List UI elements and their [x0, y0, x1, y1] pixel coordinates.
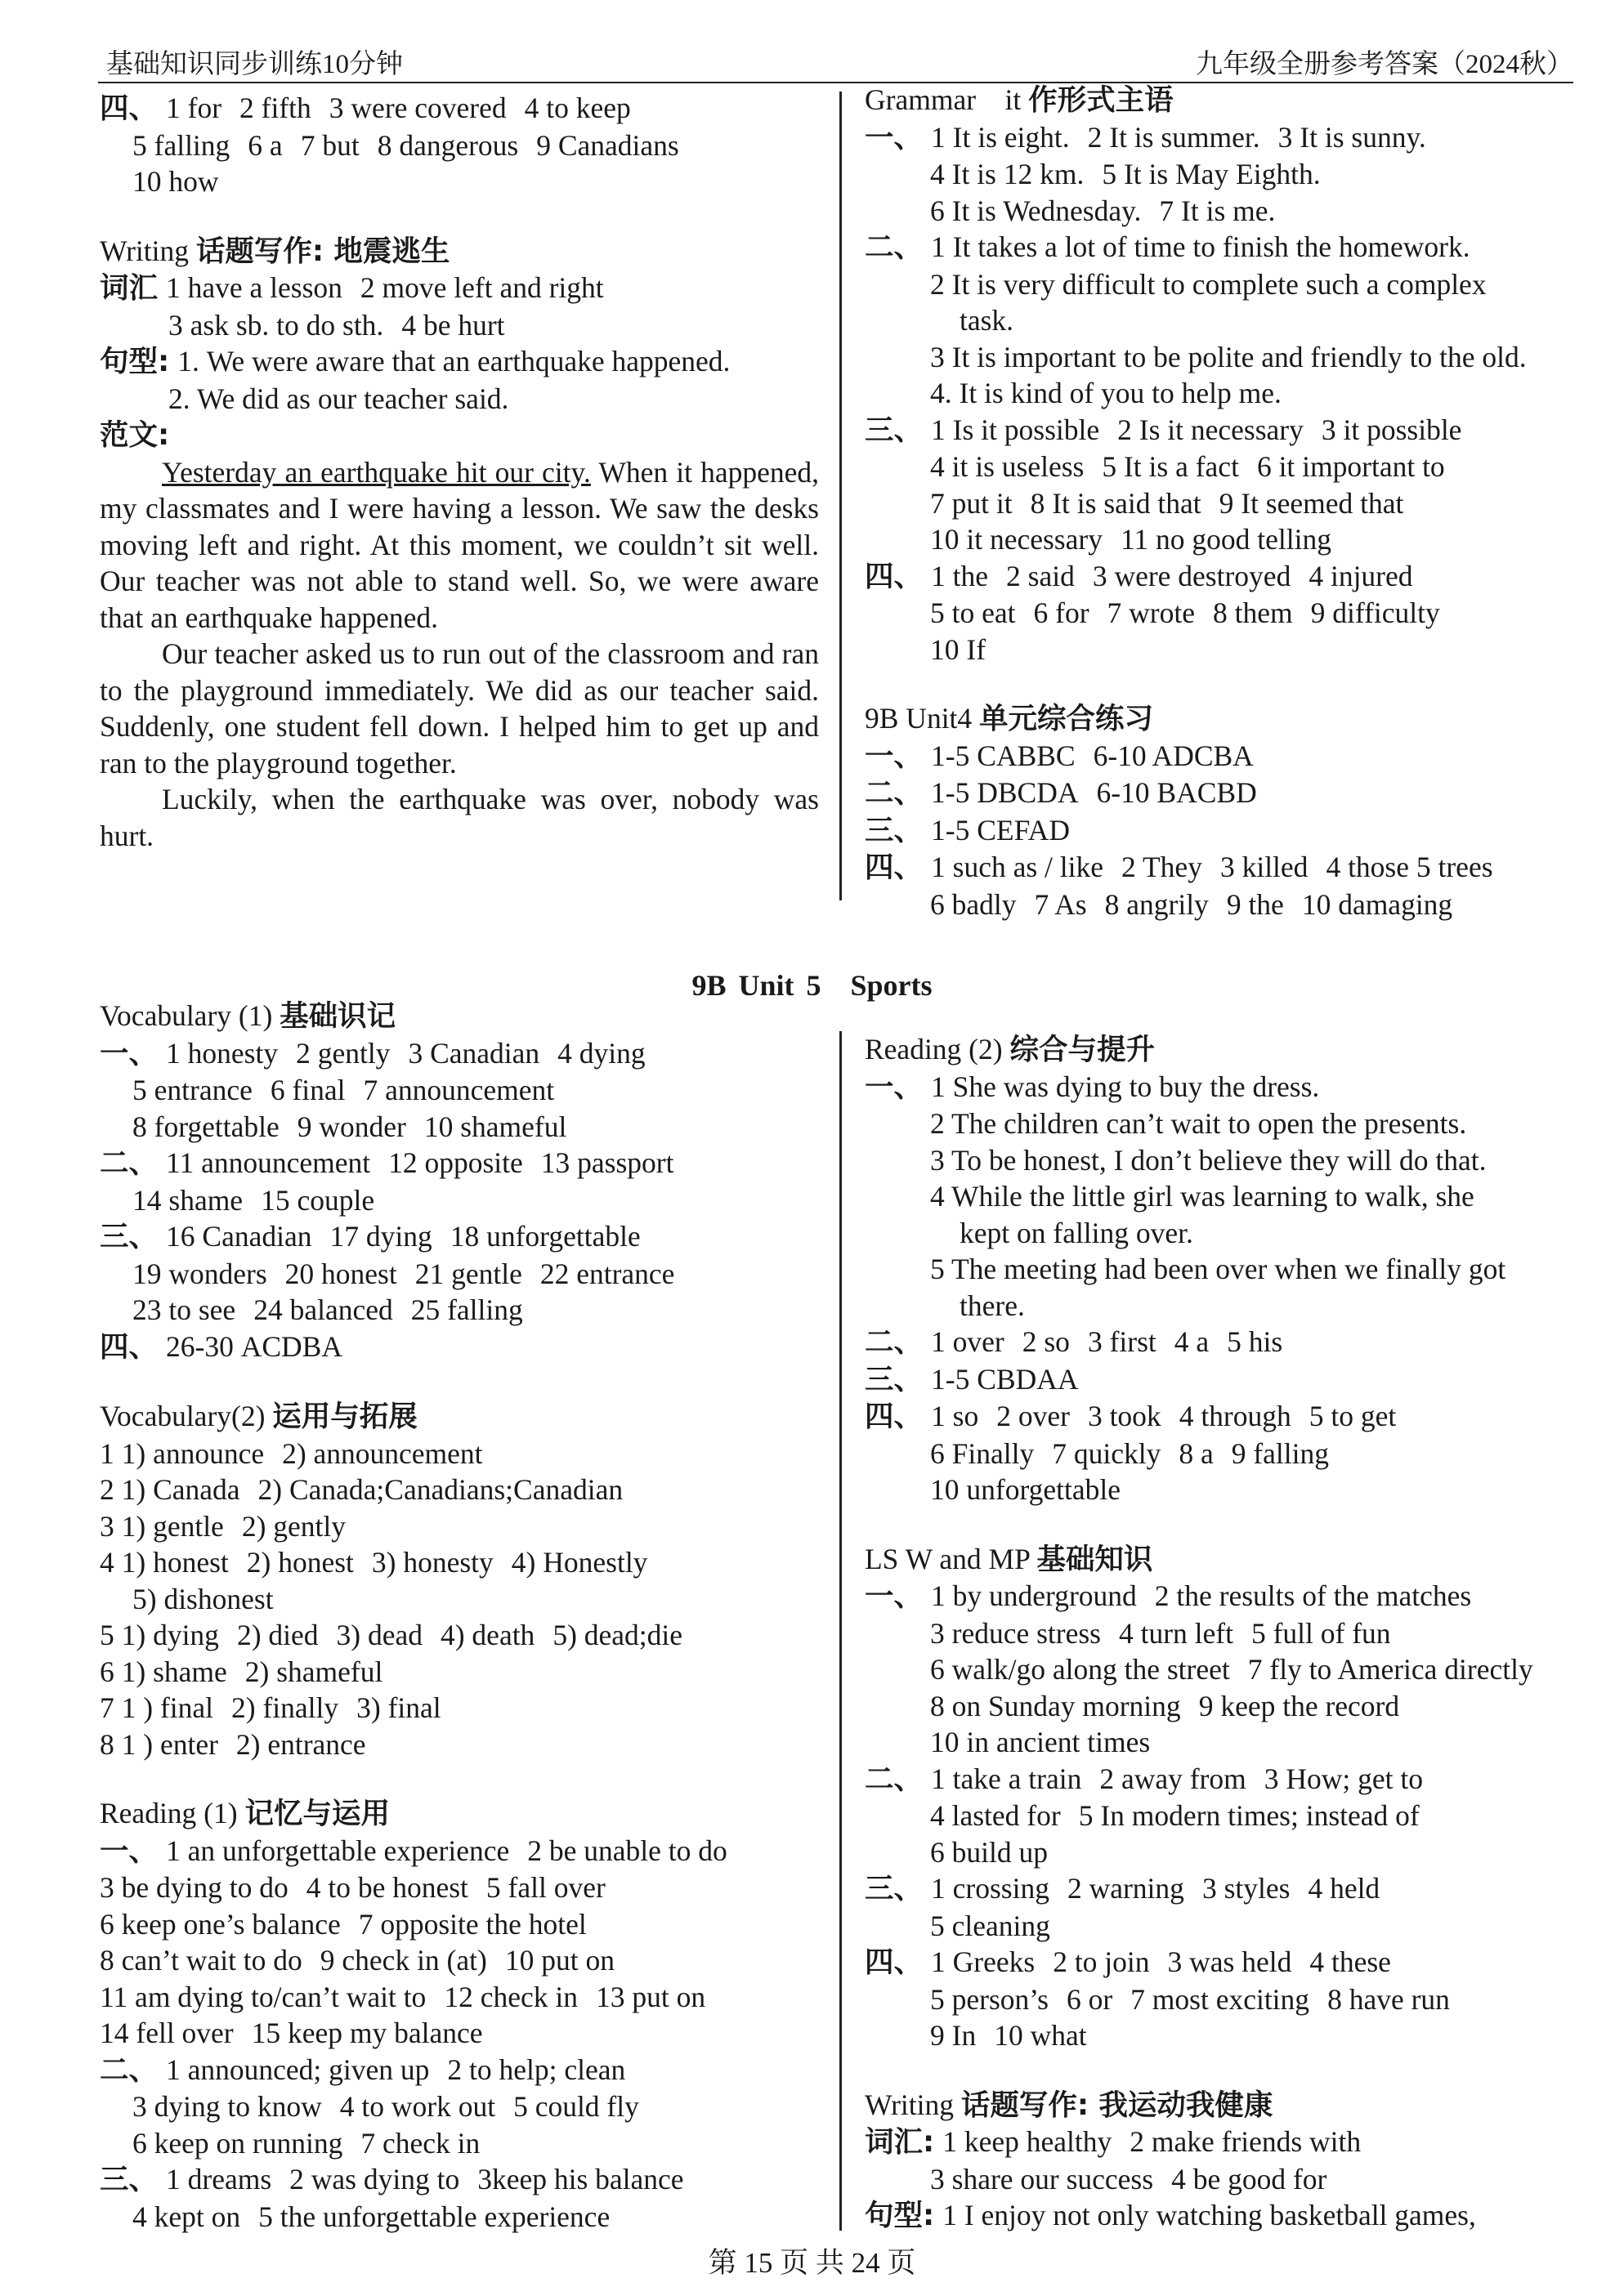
answer-item: 9 difficulty	[1310, 596, 1440, 629]
answer-line	[865, 1908, 1576, 1945]
answer-item: 3 killed	[1219, 851, 1309, 883]
answer-item: 18 unforgettable	[450, 1220, 641, 1253]
section-heading: 范文:	[100, 418, 170, 452]
answer-item: 5 It is May Eighth.	[1102, 158, 1321, 190]
answer-line	[100, 1906, 835, 1943]
answer-item: 10 what	[994, 2019, 1087, 2052]
answer-item: 10 damaging	[1301, 887, 1453, 921]
answer-item: 1-5 CEFAD	[931, 813, 1070, 846]
answer-line	[100, 1292, 835, 1329]
answer-line	[865, 2161, 1576, 2198]
answer-item: 1 so	[931, 1400, 979, 1432]
answer-line	[865, 1688, 1576, 1725]
answer-line: 三、 1 dreams 2 was dying to 3keep his balance	[100, 2163, 684, 2196]
answer-item: 5) dead;die	[553, 1619, 683, 1651]
answer-item: 23 to see	[132, 1293, 236, 1326]
answer-item: 3 first	[1087, 1325, 1156, 1358]
answer-item: 2 to help; clean	[447, 2053, 626, 2086]
answer-item: 2 move left and right	[360, 271, 604, 304]
answer-line	[100, 2088, 835, 2125]
answer-item: 8 angrily	[1104, 887, 1209, 921]
answer-line: 一、 1 an unforgettable experience 2 be unable to do	[100, 1834, 727, 1868]
answer-item: 9 falling	[1231, 1436, 1330, 1470]
answer-item: 2) announcement	[282, 1436, 483, 1470]
answer-line: 3 It is important to be polite and friendly to the old.	[930, 340, 1527, 373]
answer-item: 1 the	[931, 559, 989, 592]
answer-line	[865, 1615, 1576, 1652]
section-heading: Vocabulary(2) 运用与拓展	[100, 1400, 418, 1433]
answer-line: 二、 1 take a train 2 away from 3 How; get to	[865, 1762, 1423, 1796]
answer-item: 2 over	[996, 1400, 1070, 1432]
answer-item: 6 Finally	[930, 1436, 1035, 1470]
answer-item: 2 was dying to	[289, 2163, 460, 2195]
answer-line	[100, 1472, 835, 1508]
answer-line: 二、 11 announcement 12 opposite 13 passport	[100, 1146, 674, 1180]
answer-line	[865, 1436, 1576, 1472]
answer-item: 6 badly	[930, 887, 1017, 921]
answer-item: 1 such as / like	[931, 851, 1104, 883]
answer-line: 2 It is very difficult to complete such a complex	[930, 267, 1487, 301]
answer-item: 1 have a lesson	[166, 271, 342, 304]
answer-item: 2 gently	[296, 1036, 391, 1070]
answer-item: 10 If	[930, 632, 986, 666]
answer-item: 2) honest	[246, 1546, 354, 1579]
page-number: 第 15 页 共 24 页	[708, 2247, 916, 2279]
answer-line: 3 To be honest, I don’t believe they will do that.	[930, 1143, 1487, 1177]
answer-item: 2) finally	[231, 1691, 339, 1724]
section-heading: Writing 话题写作: 地震逃生	[100, 234, 450, 268]
answer-item: 6 It is Wednesday.	[930, 194, 1142, 227]
answer-item: 4 those 5 trees	[1326, 851, 1493, 883]
answer-item: 9 check in (at)	[320, 1944, 487, 1977]
answer-item: 1 an unforgettable experience	[166, 1834, 510, 1867]
answer-item: 5 to get	[1309, 1400, 1397, 1432]
answer-item: 2 1) Canada	[100, 1473, 240, 1506]
answer-item: 14 fell over	[100, 2017, 234, 2049]
answer-item: 3 ask sb. to do sth.	[168, 308, 384, 342]
answer-item: 20 honest	[284, 1257, 397, 1290]
answer-item: 9 It seemed that	[1219, 486, 1404, 520]
answer-item: 3 How; get to	[1264, 1762, 1423, 1795]
answer-item: 8 them	[1213, 596, 1293, 629]
answer-line	[100, 307, 819, 344]
answer-item: 4 dying	[557, 1036, 646, 1070]
answer-item: 10 in ancient times	[930, 1726, 1151, 1758]
answer-item: 9 the	[1226, 887, 1284, 921]
answer-item: 3) dead	[336, 1619, 423, 1651]
answer-item: 4 injured	[1309, 559, 1413, 592]
answer-item: 7 1 ) final	[100, 1691, 214, 1724]
answer-item: 26-30 ACDBA	[166, 1329, 342, 1363]
answer-line	[100, 2125, 835, 2162]
answer-line	[865, 156, 1576, 193]
answer-item: 13 put on	[595, 1980, 706, 2013]
answer-item: 4 it is useless	[930, 450, 1085, 483]
answer-item: 1-5 DBCDA	[931, 776, 1079, 809]
section-heading: LS W and MP 基础知识	[865, 1542, 1153, 1576]
answer-item: 1 dreams	[166, 2163, 272, 2195]
answer-item: 8 a	[1179, 1436, 1214, 1470]
answer-item: 3 were destroyed	[1092, 559, 1291, 592]
answer-item: 7 put it	[930, 486, 1013, 520]
top-left-column	[100, 90, 819, 854]
answer-item: 5 1) dying	[100, 1619, 219, 1651]
answer-item: 6 keep on running	[132, 2126, 343, 2160]
answer-item: 9 Canadians	[536, 128, 679, 162]
answer-item: 4 It is 12 km.	[930, 158, 1085, 190]
answer-item: 1 by underground	[931, 1579, 1137, 1612]
answer-item: 2 to join	[1053, 1945, 1150, 1978]
answer-item: 3 be dying to do	[100, 1871, 289, 1904]
answer-item: 1 Greeks	[931, 1945, 1036, 1978]
answer-item: 3 dying to know	[132, 2090, 322, 2123]
answer-line	[865, 887, 1576, 923]
answer-item: 7 opposite the hotel	[358, 1907, 587, 1941]
answer-item: 6 keep one’s balance	[100, 1907, 341, 1941]
bottom-right-column	[865, 1031, 1576, 2235]
answer-line	[100, 1617, 835, 1654]
answer-item: 15 couple	[261, 1183, 375, 1217]
answer-line	[100, 1508, 835, 1545]
section-heading: Reading (2) 综合与提升	[865, 1033, 1155, 1066]
answer-item: 12 check in	[444, 1980, 578, 2013]
essay-paragraph: Yesterday an earthquake hit our city. When it happened, my classmates and I were having a lesson. We saw the desks moving left and right. At this moment, we couldn’t sit well. Our teacher was not able to stand well. So, we were aware that an earthquake happened.	[100, 455, 820, 634]
answer-line: 四、 1 for 2 fifth 3 were covered 4 to keep	[100, 92, 631, 125]
answer-line: 四、 26-30 ACDBA	[100, 1329, 342, 1364]
answer-item: 1 keep healthy	[942, 2125, 1112, 2158]
answer-item: 7 wrote	[1107, 596, 1195, 629]
answer-item: 5 cleaning	[930, 1909, 1050, 1942]
answer-item: 19 wonders	[132, 1257, 267, 1290]
answer-item: 6 build up	[930, 1835, 1048, 1869]
column-divider-top	[839, 92, 842, 900]
answer-item: 2) died	[236, 1619, 319, 1651]
answer-item: 1 take a train	[931, 1762, 1082, 1795]
answer-item: 7 most exciting	[1130, 1982, 1310, 2016]
answer-item: 2 away from	[1099, 1762, 1246, 1795]
answer-line: 4 While the little girl was learning to walk, she	[930, 1180, 1474, 1213]
answer-item: 1 It is eight.	[931, 120, 1070, 154]
essay-paragraph: Luckily, when the earthquake was over, nobody was hurt.	[100, 783, 819, 852]
answer-item: 10 shameful	[423, 1110, 567, 1143]
answer-item: 13 passport	[540, 1146, 674, 1179]
answer-item: 14 shame	[132, 1183, 244, 1217]
answer-line: 词汇: 1 keep healthy 2 make friends with	[865, 2125, 1362, 2159]
answer-item: 8 dangerous	[377, 128, 519, 162]
answer-line: 二、 1 announced; given up 2 to help; clean	[100, 2053, 626, 2087]
answer-item: 11 no good telling	[1120, 523, 1331, 556]
answer-line: kept on falling over.	[960, 1216, 1193, 1249]
answer-item: 5 his	[1227, 1325, 1283, 1358]
answer-line: 三、 1-5 CEFAD	[865, 813, 1070, 847]
answer-item: 1-5 CABBC	[931, 739, 1076, 772]
answer-item: 25 falling	[410, 1293, 523, 1326]
answer-line	[865, 521, 1576, 558]
answer-item: 2) gently	[241, 1509, 346, 1543]
answer-item: 2) Canada;Canadians;Canadian	[257, 1473, 624, 1506]
answer-item: 16 Canadian	[166, 1220, 312, 1253]
answer-item: 7 As	[1034, 887, 1087, 921]
answer-item: 7 check in	[360, 2126, 481, 2160]
answer-line: 2. We did as our teacher said.	[168, 382, 509, 415]
answer-line	[865, 595, 1576, 632]
answer-item: 2 Is it necessary	[1117, 413, 1304, 446]
essay-paragraph: Our teacher asked us to run out of the classroom and ran to the playground immediately. We did as our teacher said. Suddenly, one student fell down. I helped him to get up and ran to the playground together.	[100, 637, 819, 779]
answer-item: 12 opposite	[388, 1146, 523, 1179]
answer-line	[100, 1654, 835, 1691]
section-heading: Writing 话题写作: 我运动我健康	[865, 2088, 1273, 2122]
answer-line: 三、 16 Canadian 17 dying 18 unforgettable	[100, 1220, 641, 1253]
answer-item: 6 walk/go along the street	[930, 1653, 1230, 1686]
answer-line	[100, 163, 819, 200]
answer-item: 3keep his balance	[477, 2163, 684, 2195]
answer-item: 2 fifth	[239, 92, 311, 124]
answer-item: 9 keep the record	[1198, 1689, 1400, 1722]
answer-line: 三、 1 Is it possible 2 Is it necessary 3 it possible	[865, 413, 1462, 447]
answer-item: 7 announcement	[363, 1074, 555, 1106]
answer-item: 21 gentle	[414, 1257, 522, 1290]
answer-line: task.	[960, 304, 1014, 337]
answer-line	[100, 1109, 835, 1146]
answer-item: 10 it necessary	[930, 523, 1103, 556]
answer-item: 15 keep my balance	[251, 2017, 483, 2049]
answer-line: 句型: 1 I enjoy not only watching basketball games,	[865, 2199, 1476, 2232]
answer-item: 3 share our success	[930, 2162, 1154, 2195]
answer-item: 24 balanced	[253, 1293, 393, 1326]
answer-item: 11 announcement	[166, 1146, 371, 1179]
answer-item: 5 could fly	[513, 2090, 639, 2123]
answer-line	[865, 1724, 1576, 1761]
column-divider-bottom	[839, 1031, 842, 2231]
section-heading: Reading (1) 记忆与运用	[100, 1797, 390, 1830]
answer-item: 5 the unforgettable experience	[258, 2200, 611, 2233]
answer-item: 4) Honestly	[511, 1546, 648, 1579]
answer-item: 4 these	[1309, 1945, 1391, 1978]
answer-line	[100, 1726, 835, 1763]
answer-item: 17 dying	[329, 1220, 432, 1253]
answer-item: 3) honesty	[371, 1546, 494, 1579]
answer-line	[865, 632, 1576, 668]
answer-item: 4 to work out	[339, 2090, 496, 2123]
answer-item: 3 1) gentle	[100, 1509, 224, 1543]
answer-line	[865, 1834, 1576, 1871]
answer-item: 4 kept on	[132, 2200, 241, 2233]
answer-line: 一、 1 by underground 2 the results of the matches	[865, 1579, 1472, 1613]
answer-item: 3 reduce stress	[930, 1616, 1101, 1650]
answer-item: 4 to keep	[524, 92, 631, 124]
answer-item: 10 unforgettable	[930, 1473, 1121, 1506]
section-heading: 9B Unit4 单元综合练习	[865, 702, 1154, 735]
answer-line: 5 The meeting had been over when we finally got	[930, 1253, 1506, 1285]
sample-essay	[100, 454, 819, 855]
answer-line	[865, 1798, 1576, 1834]
answer-item: 8 on Sunday morning	[930, 1689, 1181, 1722]
answer-item: 4) death	[440, 1619, 535, 1651]
answer-item: 1-5 CBDAA	[931, 1362, 1079, 1396]
answer-item: 6 final	[270, 1074, 346, 1106]
bottom-left-column	[100, 998, 835, 2235]
answer-item: 6 it important to	[1256, 450, 1445, 483]
answer-item: 1 honesty	[166, 1036, 279, 1070]
answer-line: 四、 1 such as / like 2 They 3 killed 4 those 5 trees	[865, 851, 1493, 884]
answer-item: 5 fall over	[485, 1871, 606, 1904]
answer-item: 4 through	[1179, 1400, 1291, 1432]
answer-line	[865, 2017, 1576, 2054]
answer-line: 4. It is kind of you to help me.	[930, 377, 1282, 409]
answer-item: 3 was held	[1167, 1945, 1292, 1978]
answer-line: there.	[960, 1289, 1025, 1322]
answer-item: 5 person’s	[930, 1982, 1049, 2016]
unit-title: 9B Unit 5 Sports	[691, 969, 933, 1002]
answer-line: 二、 1 It takes a lot of time to finish the homework.	[865, 230, 1470, 264]
answer-item: 4 a	[1174, 1325, 1210, 1358]
answer-item: 8 can’t wait to do	[100, 1944, 302, 1977]
answer-line: 三、 1-5 CBDAA	[865, 1362, 1079, 1396]
answer-item: 22 entrance	[539, 1257, 675, 1290]
answer-line	[100, 1436, 835, 1472]
answer-line: 2 The children can’t wait to open the presents.	[930, 1107, 1467, 1140]
answer-item: 8 1 ) enter	[100, 1727, 218, 1761]
answer-item: 2) entrance	[235, 1727, 366, 1761]
answer-line: 一、 1-5 CABBC 6-10 ADCBA	[865, 739, 1254, 773]
answer-item: 3) final	[356, 1691, 441, 1724]
answer-item: 2 make friends with	[1130, 2125, 1362, 2158]
answer-line: 一、 1 She was dying to buy the dress.	[865, 1070, 1320, 1104]
answer-item: 10 how	[132, 165, 219, 198]
answer-line	[865, 1472, 1576, 1508]
answer-line: 一、 1 It is eight. 2 It is summer. 3 It is sunny.	[865, 120, 1426, 154]
answer-line: 词汇 1 have a lesson 2 move left and right	[100, 271, 604, 305]
answer-item: 4 1) honest	[100, 1546, 229, 1579]
answer-item: 2 It is summer.	[1087, 120, 1260, 154]
answer-item: 3 were covered	[329, 92, 507, 124]
answer-item: 4 to be honest	[306, 1871, 468, 1904]
answer-item: 3 took	[1087, 1400, 1161, 1432]
answer-item: 7 but	[300, 128, 360, 162]
answer-item: 8 forgettable	[132, 1110, 280, 1143]
answer-item: 5 It is a fact	[1102, 450, 1239, 483]
answer-item: 7 fly to America directly	[1247, 1653, 1533, 1686]
answer-item: 8 It is said that	[1030, 486, 1201, 520]
answer-line	[100, 1256, 835, 1293]
answer-line	[100, 2015, 835, 2052]
answer-item: 4 lasted for	[930, 1799, 1061, 1832]
answer-item: 7 quickly	[1052, 1436, 1161, 1470]
top-right-column	[865, 82, 1576, 922]
answer-item: 10 put on	[504, 1944, 615, 1977]
answer-item: 6-10 BACBD	[1096, 776, 1257, 809]
answer-item: 7 It is me.	[1159, 194, 1276, 227]
answer-item: 3 It is sunny.	[1277, 120, 1426, 154]
answer-line: 三、 1 crossing 2 warning 3 styles 4 held	[865, 1872, 1380, 1905]
answer-line: 四、 1 so 2 over 3 took 4 through 5 to get	[865, 1400, 1397, 1433]
answer-item: 4 held	[1308, 1872, 1380, 1905]
answer-item: 5) dishonest	[132, 1582, 274, 1615]
answer-item: 5 to eat	[930, 596, 1016, 629]
answer-item: 4 turn left	[1118, 1616, 1233, 1650]
answer-line: 二、 1 over 2 so 3 first 4 a 5 his	[865, 1325, 1283, 1359]
answer-item: 2 the results of the matches	[1154, 1579, 1472, 1612]
answer-line	[100, 1182, 835, 1219]
answer-line	[100, 1690, 835, 1726]
answer-item: 1 Is it possible	[931, 413, 1100, 446]
answer-item: 1 announced; given up	[166, 2053, 430, 2086]
answer-item: 2) shameful	[244, 1655, 383, 1688]
answer-item: 4 be good for	[1171, 2162, 1327, 2195]
answer-line	[100, 127, 819, 164]
answer-item: 5 entrance	[132, 1074, 253, 1106]
answer-line	[865, 193, 1576, 230]
answer-item: 6 a	[248, 128, 283, 162]
answer-item: 6-10 ADCBA	[1093, 739, 1254, 772]
answer-line	[100, 1942, 835, 1979]
answer-item: 2 warning	[1067, 1872, 1184, 1905]
answer-line	[865, 485, 1576, 522]
answer-line: 四、 1 the 2 said 3 were destroyed 4 injured	[865, 559, 1413, 593]
answer-line: 二、 1-5 DBCDA 6-10 BACBD	[865, 776, 1257, 810]
answer-line	[100, 1544, 835, 1581]
answer-item: 4 be hurt	[401, 308, 505, 342]
answer-item: 5 falling	[132, 128, 230, 162]
answer-item: 2 said	[1006, 559, 1075, 592]
answer-item: 1 1) announce	[100, 1436, 265, 1470]
section-heading: Grammar it 作形式主语	[865, 83, 1174, 117]
answer-item: 1 crossing	[931, 1872, 1049, 1905]
answer-line	[100, 2199, 835, 2236]
answer-item: 3 it possible	[1321, 413, 1462, 446]
answer-line	[100, 1979, 835, 2016]
answer-item: 3 Canadian	[408, 1036, 540, 1070]
answer-item: 6 or	[1066, 1982, 1113, 2016]
answer-item: 2 be unable to do	[527, 1834, 727, 1867]
header-title-right: 九年级全册参考答案（2024秋）	[1196, 50, 1573, 79]
answer-item: 11 am dying to/can’t wait to	[100, 1980, 427, 2013]
answer-line: 句型: 1. We were aware that an earthquake happened.	[100, 345, 731, 378]
answer-line	[100, 1072, 835, 1109]
answer-line	[100, 1581, 835, 1618]
answer-line	[865, 449, 1576, 485]
answer-line: 四、 1 Greeks 2 to join 3 was held 4 these	[865, 1945, 1391, 1979]
answer-line	[865, 1981, 1576, 2018]
answer-item: 1 for	[166, 92, 222, 124]
answer-item: 6 for	[1033, 596, 1089, 629]
answer-item: 5 full of fun	[1250, 1616, 1391, 1650]
answer-line: 一、 1 honesty 2 gently 3 Canadian 4 dying	[100, 1036, 646, 1070]
answer-item: 8 have run	[1327, 1982, 1450, 2016]
answer-item: 2 They	[1121, 851, 1202, 883]
answer-item: 2 so	[1022, 1325, 1070, 1358]
answer-item: 5 In modern times; instead of	[1078, 1799, 1420, 1832]
answer-item: 9 In	[930, 2019, 977, 2052]
answer-line	[100, 1869, 835, 1906]
answer-item: 3 styles	[1201, 1872, 1291, 1905]
section-heading: Vocabulary (1) 基础识记	[100, 999, 396, 1033]
answer-item: 6 1) shame	[100, 1655, 227, 1688]
answer-item: 1 over	[931, 1325, 1004, 1358]
header-title-left: 基础知识同步训练10分钟	[106, 50, 403, 79]
answer-item: 9 wonder	[297, 1110, 406, 1143]
answer-line	[865, 1651, 1576, 1688]
